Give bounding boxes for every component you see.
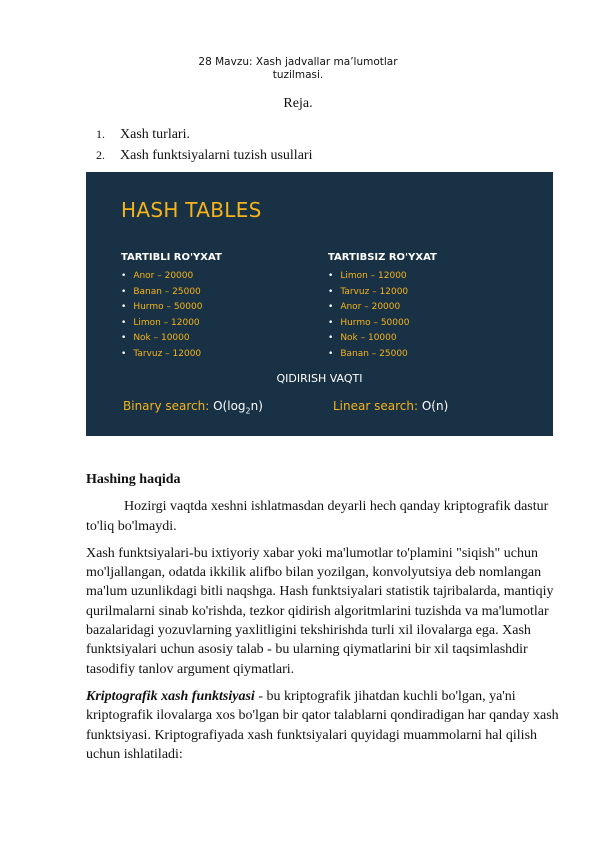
document-body: [86, 470, 566, 772]
list-item: [121, 300, 222, 316]
paragraph-3-term: Kriptografik xash funktsiyasi: [86, 688, 255, 704]
ordered-list-heading: TARTIBLI RO'YXAT: [121, 252, 222, 263]
list-item: [328, 269, 437, 285]
paragraph-2: Xash funktsiyalari-bu ixtiyoriy xabar yoki ma'lumotlar to'plamini "siqish" uchun mo'ljallangan, odatda ikkilik alifbo bilan yozilgan, konvolyutsiya deb nomlangan ma'lum uzunlikdagi bitli naqshga. Hash funktsiyalari statistik tajribalarda, mantiqiy qurilmalarni sinab ko'rishda, tezkor qidirish algoritmlarini tuzishda va ma'lumotlar bazalaridagi yozuvlarning yaxlitligini tekshirishda turli xil ilovalarga ega. Xash funktsiyalari uchun asosiy talab - bu ularning qiymatlarini bir xil taqsimlashdir tasodifiy tanlov argument qiymatlari.: [86, 545, 554, 677]
bullet-icon: •: [121, 286, 127, 297]
plan-item: [96, 145, 312, 166]
list-item-text: Limon – 12000: [340, 271, 407, 281]
figure-title: HASH TABLES: [121, 198, 262, 222]
title-line-2: tuzilmasi.: [272, 69, 324, 81]
list-item-text: Banan – 25000: [133, 286, 201, 297]
list-item: [328, 347, 437, 363]
list-item: [121, 316, 222, 332]
linear-search-label: Linear search:: [333, 399, 419, 413]
list-item: [121, 285, 222, 301]
list-item: [121, 331, 222, 347]
linear-search-value: O(n): [421, 399, 449, 413]
unordered-list-heading: TARTIBSIZ RO'YXAT: [328, 252, 437, 263]
section-heading: Hashing haqida: [86, 472, 181, 487]
plan-item-text: Xash funktsiyalarni tuzish usullari: [120, 148, 313, 163]
bullet-icon: •: [121, 317, 127, 328]
hash-tables-figure: [86, 172, 553, 436]
list-item-text: Nok – 10000: [133, 333, 190, 344]
plan-heading: Reja.: [283, 96, 313, 111]
plan-list: [96, 124, 312, 166]
bullet-icon: •: [121, 333, 127, 344]
list-item-text: Hurmo – 50000: [340, 317, 410, 328]
ordered-list-column: [121, 252, 222, 363]
list-item: [328, 300, 437, 316]
list-item-text: Banan – 25000: [340, 348, 408, 359]
list-item-text: Anor – 20000: [340, 302, 401, 313]
list-item-text: Limon – 12000: [133, 317, 200, 328]
linear-search-complexity: [333, 399, 448, 413]
list-item: [121, 347, 222, 363]
plan-item: [96, 124, 312, 145]
bullet-icon: •: [121, 302, 127, 313]
bullet-icon: •: [328, 333, 334, 344]
binary-search-value: $O(\log_2n)$: [213, 399, 263, 416]
unordered-list: [328, 269, 437, 363]
plan-item-text: Xash turlari.: [120, 127, 190, 142]
unordered-list-column: [328, 252, 437, 363]
paragraph-1: Hozirgi vaqtda xeshni ishlatmasdan deyarli hech qanday kriptografik dastur to'liq bo'lmaydi.: [86, 499, 549, 534]
bullet-icon: •: [328, 317, 334, 328]
plan-item-number: 2.: [96, 148, 105, 162]
list-item: [328, 331, 437, 347]
search-time-heading: QIDIRISH VAQTI: [276, 372, 363, 385]
paragraph-3: [86, 687, 566, 764]
ordered-list: [121, 269, 222, 363]
bullet-icon: •: [121, 348, 127, 359]
list-item-text: Hurmo – 50000: [133, 302, 203, 313]
list-item-text: Nok – 10000: [340, 333, 397, 344]
binary-search-complexity: [123, 399, 263, 415]
binary-search-label: Binary search:: [123, 399, 210, 413]
bullet-icon: •: [328, 271, 334, 281]
paragraph-3-text: - bu kriptografik jihatdan kuchli bo'lgan, ya'ni kriptografik ilovalarga xos bo'lgan bir qator talablarni qondiradigan har qanday xash funktsiyasi. Kriptografiyada xash funktsiyalari quyidagi muammolarni hal qilish uchun ishlatiladi:: [86, 688, 559, 762]
list-item: [121, 269, 222, 285]
bullet-icon: •: [328, 286, 334, 297]
list-item-text: Anor – 20000: [133, 271, 194, 281]
bullet-icon: •: [121, 271, 127, 281]
bullet-icon: •: [328, 302, 334, 313]
list-item-text: Tarvuz – 12000: [340, 286, 409, 297]
bullet-icon: •: [328, 348, 334, 359]
list-item: [328, 316, 437, 332]
plan-item-number: 1.: [96, 127, 105, 141]
list-item: [328, 285, 437, 301]
document-title: [140, 56, 456, 82]
list-item-text: Tarvuz – 12000: [133, 348, 202, 359]
title-line-1: 28 Mavzu: Xash jadvallar ma’lumotlar: [198, 56, 398, 68]
